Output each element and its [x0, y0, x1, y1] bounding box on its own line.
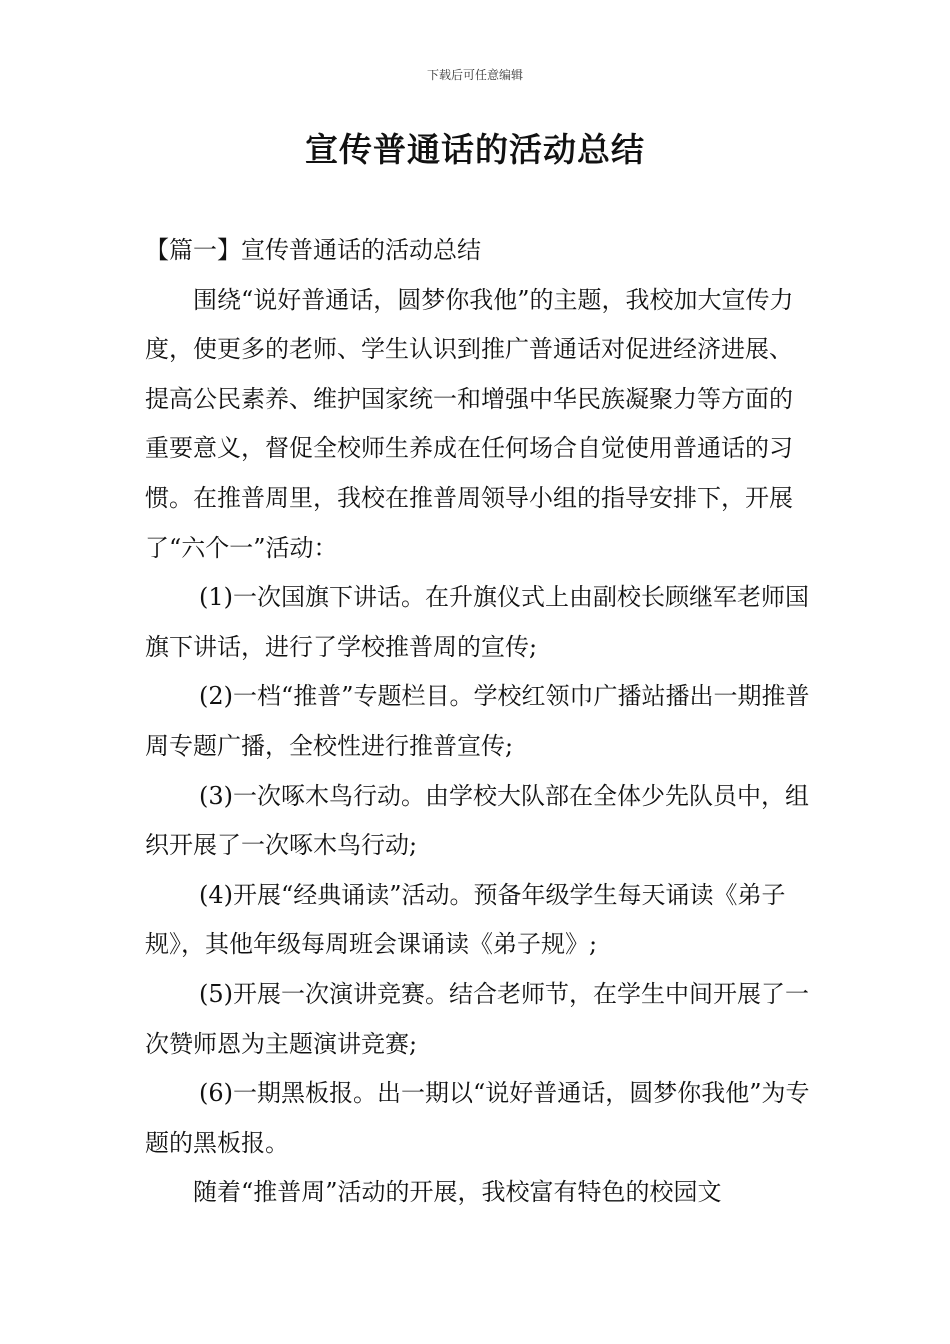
closing-paragraph: 随着“推普周”活动的开展，我校富有特色的校园文: [193, 1178, 722, 1207]
header-note: 下载后可任意编辑: [426, 68, 523, 82]
list-item: (4)开展“经典诵读”活动。预备年级学生每天诵读《弟子规》，其他年级每周班会课诵读《弟子规》;: [145, 880, 786, 959]
list-item: (3)一次啄木鸟行动。由学校大队部在全体少先队员中，组织开展了一次啄木鸟行动;: [145, 781, 809, 860]
list-item: (5)开展一次演讲竞赛。结合老师节，在学生中间开展了一次赞师恩为主题演讲竞赛;: [145, 979, 809, 1058]
list-item: (2)一档“推普”专题栏目。学校红领巾广播站播出一期推普周专题广播，全校性进行推普宣传;: [145, 682, 810, 760]
list-item: (1)一次国旗下讲话。在升旗仪式上由副校长顾继军老师国旗下讲话，进行了学校推普周的宣传;: [145, 583, 809, 661]
document-body: [145, 226, 810, 1218]
list-item: (6)一期黑板报。出一期以“说好普通话，圆梦你我他”为专题的黑板报。: [145, 1079, 810, 1157]
document-title: 宣传普通话的活动总结: [305, 130, 645, 169]
section-heading: 【篇一】宣传普通话的活动总结: [145, 236, 481, 264]
intro-paragraph: 围绕“说好普通话，圆梦你我他”的主题，我校加大宣传力度，使更多的老师、学生认识到推广普通话对促进经济进展、提高公民素养、维护国家统一和增强中华民族凝聚力等方面的重要意义，督促全校师生养成在任何场合自觉使用普通话的习惯。在推普周里，我校在推普周领导小组的指导安排下，开展了“六个一”活动：: [145, 285, 794, 562]
